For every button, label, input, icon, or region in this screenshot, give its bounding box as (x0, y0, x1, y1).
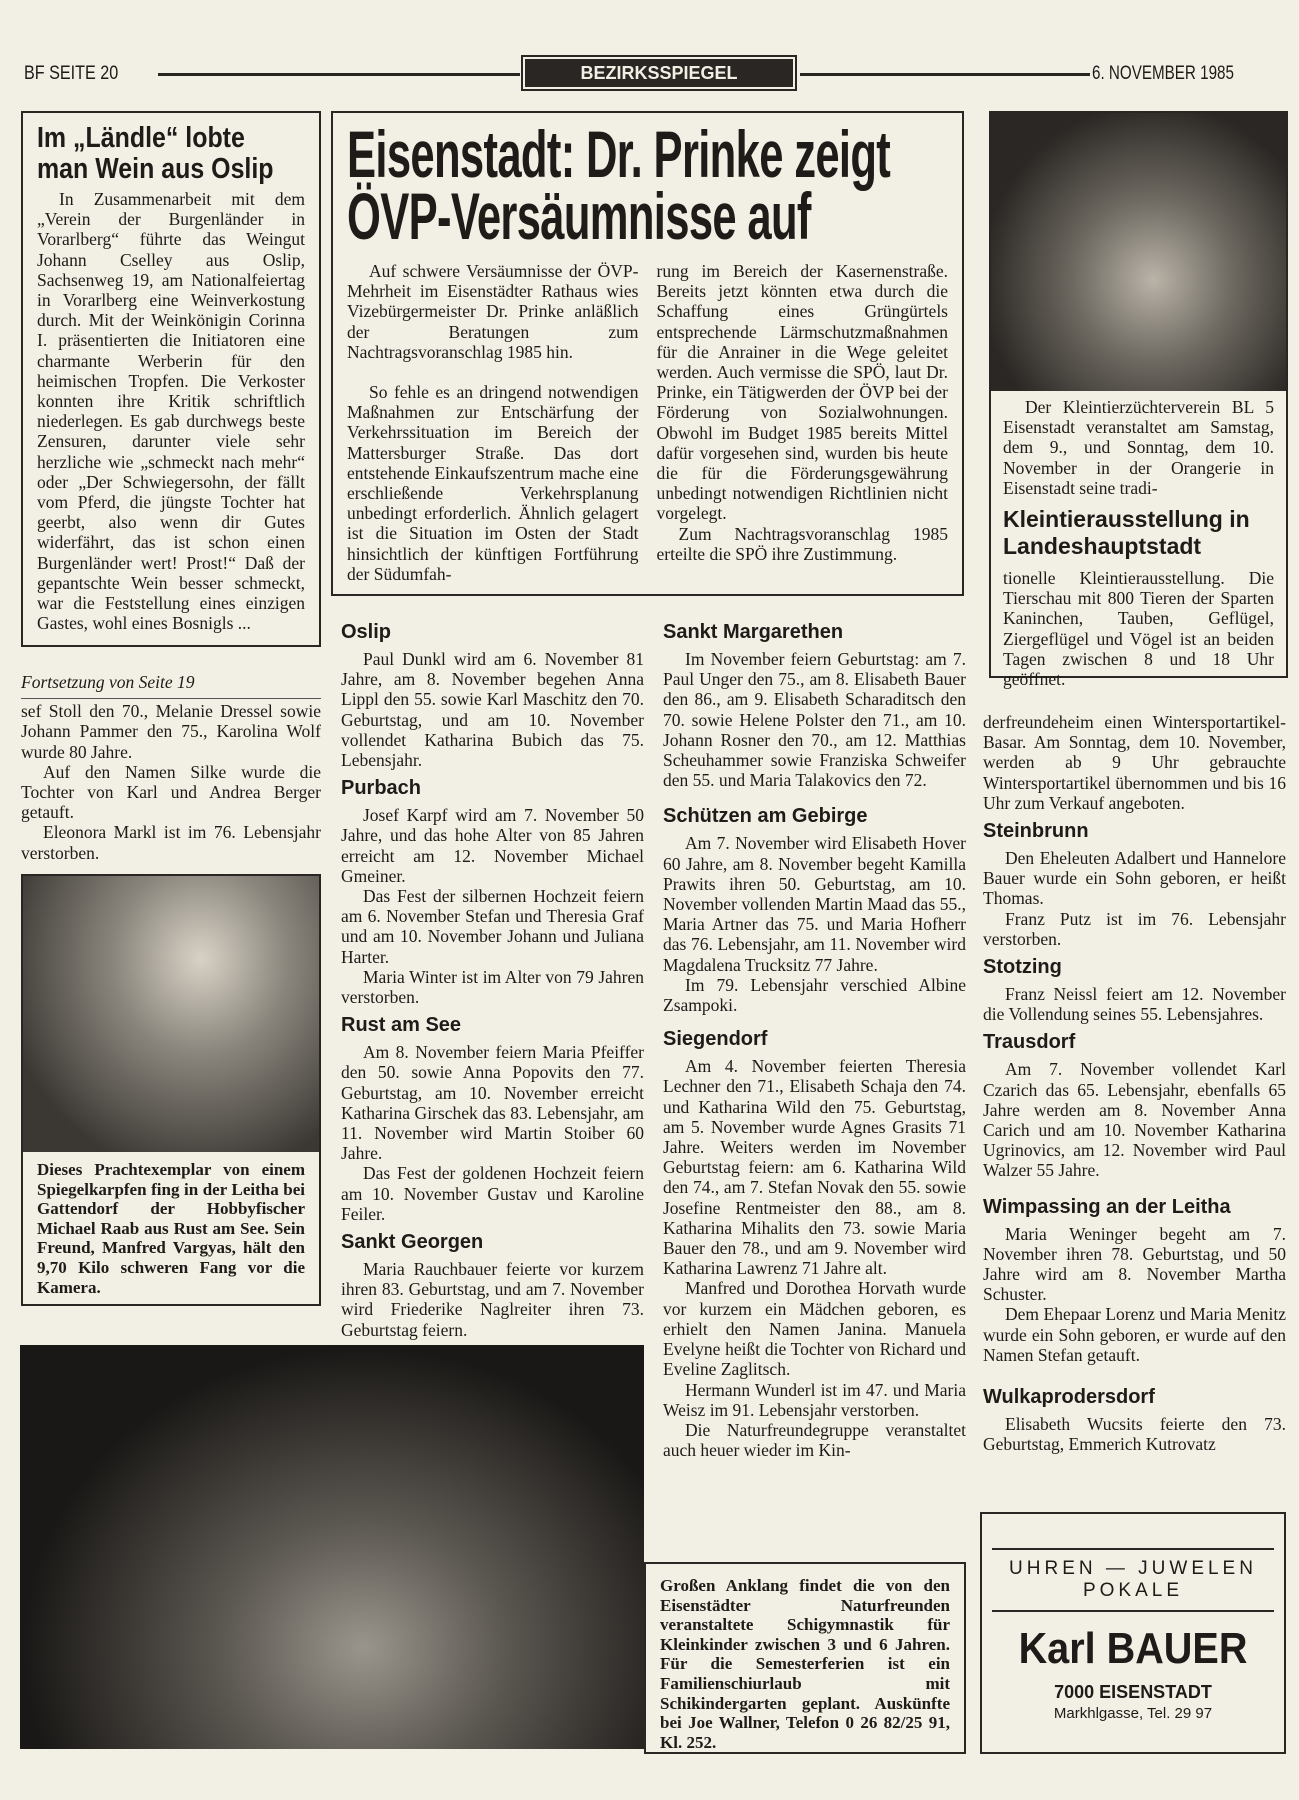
ad-city: 7000 EISENSTADT (1054, 1682, 1212, 1702)
paragraph: Franz Neissl feiert am 12. November die Vollendung seines 55. Lebensjahres. (983, 984, 1286, 1025)
paragraph: Maria Rauchbauer feierte vor kurzem ihren 83. Geburtstag, und am 7. November wird Friederike Naglreiter ihren 73. Geburtstag feiern. (341, 1259, 644, 1340)
column-2 (663, 614, 966, 1460)
article-title: Im „Ländle“ lobte man Wein aus Oslip (37, 122, 274, 185)
fish-caption: Dieses Prachtexemplar von einem Spiegelkarpfen fing in der Leitha bei Gattendorf der Hobbyfischer Michael Raab aus Rust am See. Sein Freund, Manfred Vargyas, hält den 9,70 Kilo schweren Fang vor die Kamera. (37, 1160, 305, 1297)
continuation (21, 672, 321, 863)
paragraph: Dem Ehepaar Lorenz und Maria Menitz wurde ein Sohn geboren, er wurde auf den Namen Stefan getauft. (983, 1304, 1286, 1365)
ad-name: Karl BAUER (1018, 1624, 1248, 1673)
kleintier-title: Kleintierausstellung in Landeshauptstadt (1003, 506, 1250, 560)
paragraph: tionelle Kleintierausstellung. Die Tierschau mit 800 Tieren der Sparten Kaninchen, Tauben, Geflügel, Ziergeflügel und Vögel ist an beiden Tagen zwischen 8 und 18 Uhr geöffnet. (1003, 568, 1274, 690)
paragraph: Manfred und Dorothea Horvath wurde vor kurzem ein Mädchen geboren, es erhielt den Namen Janina. Manuela Evelyne heißt die Tochter von Richard und Eveline Zaglitsch. (663, 1278, 966, 1380)
ad-line-2: POKALE (1082, 1580, 1184, 1601)
paragraph: Den Eheleuten Adalbert und Hannelore Bauer wurde ein Sohn geboren, er heißt Thomas. (983, 848, 1286, 909)
kids-caption: Großen Anklang findet die von den Eisenstädter Naturfreunden veranstaltete Schigymnastik für Kleinkinder zwischen 3 und 6 Jahren. Für die Semesterferien ist ein Familienschiurlaub mit Schikindergarten geplant. Auskünfte bei Joe Wallner, Telefon 0 26 82/25 91, Kl. 252. (660, 1576, 950, 1752)
paragraph: Am 7. November vollendet Karl Czarich das 65. Lebensjahr, ebenfalls 65 Jahre werden am 8. November Anna Carich und am 10. November Katharina Ugrinovics, am 12. November wird Paul Walzer 55 Jahre. (983, 1059, 1286, 1181)
town-heading: Trausdorf (983, 1031, 1076, 1054)
paragraph: Im November feiern Geburtstag: am 7. Paul Unger den 75., am 8. Elisabeth Bauer den 86., am 9. Elisabeth Scharaditsch den 70. sowie Helene Polster den 71., am 10. Johann Rosner den 70., am 12. Matthias Scheuhammer sowie Franziska Schweifer den 55. und Maria Talakovics den 72. (663, 649, 966, 791)
town-heading: Rust am See (341, 1014, 462, 1037)
paragraph: derfreundeheim einen Wintersportartikel-Basar. Am Sonntag, dem 10. November, werden ab 9 Uhr gebrauchte Wintersportartikel übernommen und bis 16 Uhr zum Verkauf angeboten. (983, 712, 1286, 813)
article-laendle (21, 111, 321, 647)
kleintier-box (989, 111, 1288, 690)
paragraph: rung im Bereich der Kasernenstraße. Bereits jetzt könnten etwa durch die Schaffung eines Grüngürtels entsprechende Lärmschutzmaßnahmen für die Anrainer in die Wege geleitet werden. Auch vermisse die SPÖ, laut Dr. Prinke, ein Tätigwerden der ÖVP bei der Förderung von Sozialwohnungen. Obwohl im Budget 1985 bereits Mittel dafür vorgesehen sind, wurden bis heute die für die Förderungsgewährung unbedingt notwendigen Richtlinien nicht vorgelegt. (656, 261, 948, 524)
paragraph: So fehle es an dringend notwendigen Maßnahmen zur Entschärfung der Verkehrssituation im Bereich der Mattersburger Straße. Das dort entstehende Einkaufszentrum mache eine erschließende Verkehrsplanung unbedingt erforderlich. Ähnlich gelagert ist die Situation im Osten der Stadt hinsichtlich der künftigen Fortführung der Südumfah- (347, 382, 639, 584)
issue-date: 6. NOVEMBER 1985 (1092, 63, 1234, 84)
paragraph: Elisabeth Wucsits feierte den 73. Geburtstag, Emmerich Kutrovatz (983, 1414, 1286, 1455)
page-number: BF SEITE 20 (24, 63, 119, 84)
paragraph: Eleonora Markl ist im 76. Lebensjahr verstorben. (21, 822, 321, 863)
paragraph: Das Fest der silbernen Hochzeit feiern am 6. November Stefan und Theresia Graf und am 10. November Johann und Juliana Harter. (341, 886, 644, 967)
paragraph: Am 4. November feierten Theresia Lechner den 71., Elisabeth Schaja den 74. und Katharina Wild den 75. Geburtstag, am 5. November wurde Agnes Grasits 71 Jahre. Weiters werden im November Geburtstag feiern: am 6. Katharina Wild den 74., am 7. Stefan Novak den 55. sowie Josefine Rentmeister den 88., am 8. Katharina Mihalits den 73. sowie Maria Bauer den 78., und am 9. November wird Katharina Lawrenz 71 Jahre alt. (663, 1056, 966, 1279)
ad-line-1: UHREN — JUWELEN (1009, 1558, 1257, 1579)
paragraph: Am 8. November feiern Maria Pfeiffer den 50. sowie Anna Popovits den 77. Geburtstag, am 10. November erreicht Katharina Girschek das 83. Lebensjahr, am 11. November wird Martin Stoiber 60 Jahre. (341, 1042, 644, 1164)
fish-photo-box (21, 874, 321, 1306)
advertisement (980, 1512, 1286, 1754)
paragraph: Zum Nachtragsvoranschlag 1985 erteilte die SPÖ ihre Zustimmung. (656, 523, 948, 564)
paragraph: Am 7. November wird Elisabeth Hover 60 Jahre, am 8. November begeht Kamilla Prawits ihren 50. Geburtstag, am 10. November vollenden Martin Maad das 55., Maria Artner das 75. und Maria Hofherr das 76. Lebensjahr, am 11. November wird Magdalena Trucksitz 77 Jahre. (663, 833, 966, 975)
paragraph: sef Stoll den 70., Melanie Dressel sowie Johann Pammer den 75., Karolina Wolf wurde 80 Jahre. (21, 701, 321, 762)
paragraph: Josef Karpf wird am 7. November 50 Jahre, und das hohe Alter von 85 Jahren erreicht am 12. November Michael Gmeiner. (341, 805, 644, 886)
town-heading: Stotzing (983, 956, 1062, 979)
kids-caption-box (644, 1562, 966, 1754)
paragraph: Paul Dunkl wird am 6. November 81 Jahre, am 8. November begehen Anna Lippl den 55. sowie Karl Maschitz den 70. Geburtstag, und am 10. November vollendet Katharina Bubich das 75. Lebensjahr. (341, 649, 644, 771)
paragraph: Auf schwere Versäumnisse der ÖVP-Mehrheit im Eisenstädter Rathaus wies Vizebürgermeister Dr. Prinke anläßlich der Beratungen zum Nachtragsvoranschlag 1985 hin. (347, 261, 639, 362)
paragraph: Das Fest der goldenen Hochzeit feiern am 10. November Gustav und Karoline Feiler. (341, 1163, 644, 1224)
town-heading: Schützen am Gebirge (663, 805, 868, 828)
town-heading: Oslip (341, 621, 392, 643)
paragraph: Maria Weninger begeht am 7. November ihren 78. Geburtstag, und 50 Jahre wird am 8. November Martha Schuster. (983, 1223, 1286, 1305)
paragraph: Maria Winter ist im Alter von 79 Jahren verstorben. (341, 966, 644, 1008)
header-rule (800, 73, 1090, 76)
town-heading: Siegendorf (663, 1028, 768, 1051)
paragraph: Im 79. Lebensjahr verschied Albine Zsampoki. (663, 974, 966, 1016)
rabbit-photo (991, 113, 1286, 391)
paragraph: Der Kleintierzüchterverein BL 5 Eisenstadt veranstaltet am Samstag, dem 9., und Sonntag, dem 10. November in der Orangerie in Eisenstadt seine tradi- (1003, 397, 1274, 498)
town-heading: Sankt Margarethen (663, 621, 844, 643)
section-label (521, 55, 797, 91)
column-1 (341, 614, 644, 1340)
continuation-label: Fortsetzung von Seite 19 (21, 672, 195, 692)
kids-photo (20, 1345, 644, 1749)
header-rule (158, 73, 520, 76)
article-body: In Zusammenarbeit mit dem „Verein der Burgenländer in Vorarlberg“ führte das Weingut Johann Cselley aus Oslip, Sachsenweg 19, am Nationalfeiertag in Vorarlberg eine Weinverkostung durch. Mit der Weinkönigin Corinna I. präsentierten die Initiatoren eine charmante Werberin für den heimischen Tropfen. Die Verkoster konnten ihre Kritik schriftlich niederlegen. Es gab durchwegs beste Zensuren, darunter viele sehr herzliche wie „schmeckt nach mehr“ oder „Der Schwiegersohn, der fällt vom Pferd, die jüngste Tochter hat geerbt, also wenn dir Gutes widerfährt, das ist schon einen Burgenländer wert! Prost!“ Daß der gepantschte Wein besser schmeckt, war die Feststellung eines einzigen Gastes, wohl eines Bosnigls ... (37, 189, 305, 634)
paragraph: Franz Putz ist im 76. Lebensjahr verstorben. (983, 908, 1286, 949)
town-heading: Wimpassing an der Leitha (983, 1195, 1231, 1218)
paragraph: Hermann Wunderl ist im 47. und Maria Weisz im 91. Lebensjahr verstorben. (663, 1379, 966, 1420)
section-label-text: BEZIRKSSPIEGEL (525, 59, 793, 87)
headline: ÖVP-Versäumnisse auf (347, 179, 811, 253)
town-heading: Steinbrunn (983, 820, 1089, 843)
article-prinke (331, 111, 964, 596)
paragraph: Auf den Namen Silke wurde die Tochter von Karl und Andrea Berger getauft. (21, 761, 321, 823)
ad-address: Markhlgasse, Tel. 29 97 (1053, 1705, 1213, 1722)
town-heading: Sankt Georgen (341, 1231, 484, 1254)
paragraph: Die Naturfreundegruppe veranstaltet auch heuer wieder im Kin- (663, 1419, 966, 1461)
column-3 (983, 712, 1286, 1454)
town-heading: Purbach (341, 777, 422, 800)
town-heading: Wulkaprodersdorf (983, 1386, 1155, 1409)
fish-photo (23, 876, 319, 1152)
headline: Eisenstadt: Dr. Prinke zeigt (347, 117, 891, 191)
